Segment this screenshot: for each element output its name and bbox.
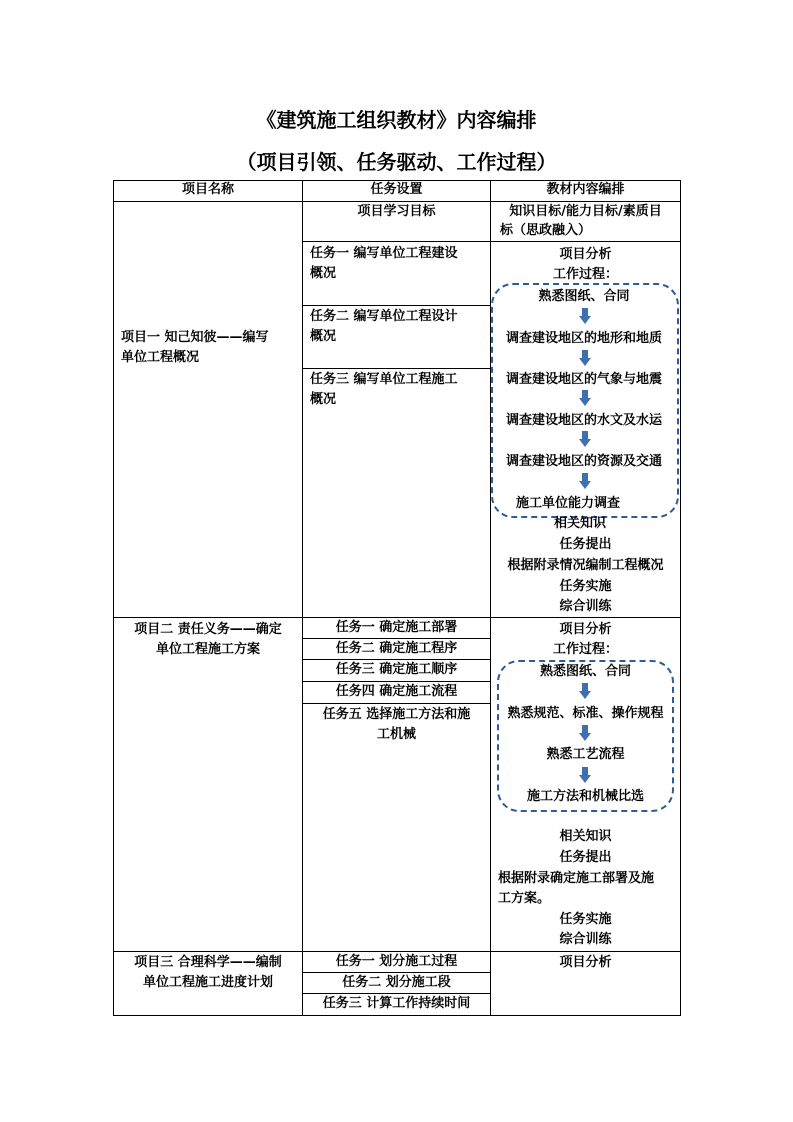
arrow-down-icon <box>579 473 591 489</box>
p2-task3: 任务三 确定施工顺序 <box>335 662 458 677</box>
project2-name-cell <box>113 617 303 952</box>
p1-appendix-note: 根据附录情况编制工程概况 <box>507 558 664 573</box>
p2-task5-line2: 工机械 <box>376 727 416 742</box>
p1-task-proposal: 任务提出 <box>559 537 612 552</box>
p2-task1: 任务一 确定施工部署 <box>335 620 458 635</box>
p1-step4: 调查建设地区的水文及水运 <box>505 413 662 428</box>
p1-task-implementation: 任务实施 <box>559 579 612 594</box>
document-subtitle: （项目引领、任务驱动、工作过程） <box>236 150 557 174</box>
p1-task3-line2: 概况 <box>310 392 337 407</box>
arrow-down-icon <box>579 350 591 366</box>
p1-task1-line2: 概况 <box>310 266 337 281</box>
p1-step6: 施工单位能力调查 <box>515 496 620 511</box>
p3-task2: 任务二 划分施工段 <box>342 975 451 990</box>
arrow-down-icon <box>579 767 591 783</box>
arrow-down-icon <box>579 390 591 406</box>
arrow-down-icon <box>579 725 591 741</box>
p2-related-knowledge: 相关知识 <box>559 829 612 844</box>
p2-analysis: 项目分析 <box>559 622 612 637</box>
project1-name-line2: 单位工程概况 <box>121 350 200 365</box>
p1-step3: 调查建设地区的气象与地震 <box>505 372 662 387</box>
p1-analysis: 项目分析 <box>559 247 612 262</box>
p3-analysis: 项目分析 <box>559 955 612 970</box>
p2-step3: 熟悉工艺流程 <box>546 747 625 762</box>
arrow-down-icon <box>579 308 591 324</box>
project1-name: 项目一 知己知彼——编写 <box>121 330 269 345</box>
project2-name: 项目二 责任义务——确定 <box>134 622 282 637</box>
p1-task1: 任务一 编写单位工程建设 <box>310 246 458 261</box>
arrow-down-icon <box>579 431 591 447</box>
learning-objectives-label: 项目学习目标 <box>357 204 436 219</box>
p1-task2: 任务二 编写单位工程设计 <box>310 309 458 324</box>
p1-related-knowledge: 相关知识 <box>553 516 606 531</box>
p2-step4: 施工方法和机械比选 <box>526 789 644 804</box>
p1-task2-line2: 概况 <box>310 329 337 344</box>
project2-name-line2: 单位工程施工方案 <box>155 642 260 657</box>
p2-task5: 任务五 选择施工方法和施 <box>322 707 471 722</box>
p1-step2: 调查建设地区的地形和地质 <box>505 331 662 346</box>
objectives-content: 知识目标/能力目标/素质目 <box>509 204 662 219</box>
p1-process-label: 工作过程： <box>552 267 618 282</box>
column-header-content: 教材内容编排 <box>546 182 625 197</box>
p3-task1: 任务一 划分施工过程 <box>335 954 458 969</box>
objectives-content-line2: 标（思政融入） <box>500 223 592 238</box>
p2-task4: 任务四 确定施工流程 <box>335 684 458 699</box>
p1-comprehensive-training: 综合训练 <box>559 599 612 614</box>
document-title: 《建筑施工组织教材》内容编排 <box>256 108 537 132</box>
p1-step5: 调查建设地区的资源及交通 <box>505 454 662 469</box>
p2-step2: 熟悉规范、标准、操作规程 <box>507 706 664 721</box>
arrow-down-icon <box>579 683 591 699</box>
column-header-project: 项目名称 <box>181 182 234 197</box>
column-header-task: 任务设置 <box>370 182 423 197</box>
p2-step1: 熟悉图纸、合同 <box>539 664 631 679</box>
p1-task3: 任务三 编写单位工程施工 <box>310 372 458 387</box>
p2-appendix-note: 根据附录确定施工部署及施 <box>498 871 655 886</box>
p2-task-implementation: 任务实施 <box>559 912 612 927</box>
project3-name: 项目三 合理科学——编制 <box>134 955 282 970</box>
p2-task2: 任务二 确定施工程序 <box>335 641 458 656</box>
p2-appendix-note-line2: 工方案。 <box>498 891 551 906</box>
p1-step1: 熟悉图纸、合同 <box>538 289 630 304</box>
project1-name-cell <box>113 201 303 618</box>
project3-name-line2: 单位工程施工进度计划 <box>142 975 273 990</box>
p2-comprehensive-training: 综合训练 <box>559 932 612 947</box>
p2-process-label: 工作过程： <box>552 642 618 657</box>
p3-task3: 任务三 计算工作持续时间 <box>322 996 471 1011</box>
p2-task-proposal: 任务提出 <box>559 850 612 865</box>
